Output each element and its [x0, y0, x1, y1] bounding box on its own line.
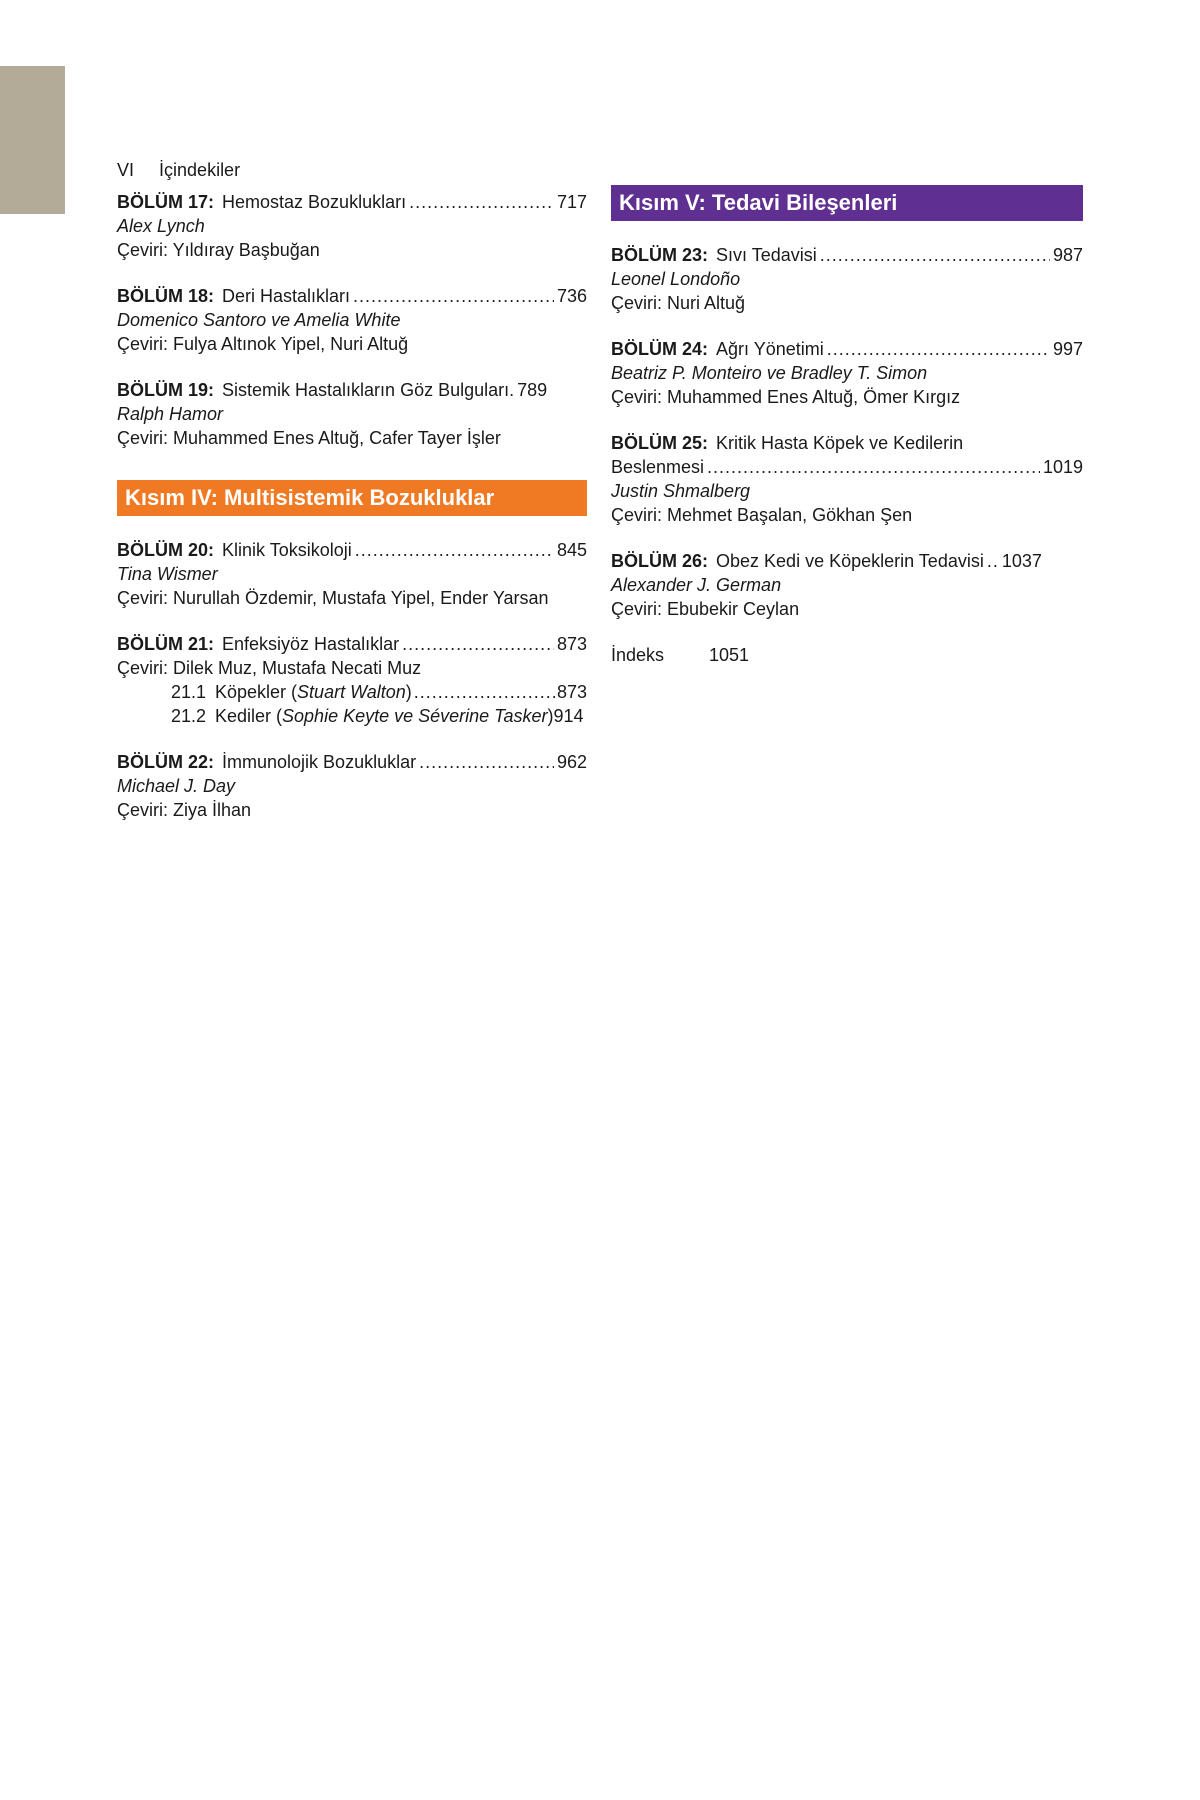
subsection-author: Sophie Keyte ve Séverine Tasker	[282, 706, 548, 726]
chapter-translators: Çeviri: Yıldıray Başbuğan	[117, 240, 320, 260]
dot-leader	[820, 243, 1050, 267]
chapter-number: BÖLÜM 25:	[611, 433, 709, 453]
toc-entry-ch25[interactable]	[611, 431, 1083, 527]
chapter-title-continued: Beslenmesi	[611, 457, 705, 477]
chapter-title: Sistemik Hastalıkların Göz Bulguları.	[222, 380, 515, 400]
chapter-author: Michael J. Day	[117, 776, 236, 796]
chapter-translators: Çeviri: Fulya Altınok Yipel, Nuri Altuğ	[117, 334, 409, 354]
toc-left-column	[117, 190, 587, 844]
toc-title-line-continued	[611, 455, 1083, 479]
chapter-page: 736	[556, 286, 587, 306]
chapter-number: BÖLÜM 23:	[611, 245, 709, 265]
chapter-author: Leonel Londoño	[611, 269, 741, 289]
toc-entry-ch23[interactable]	[611, 243, 1083, 315]
dot-leader	[355, 538, 554, 562]
toc-entry-ch22[interactable]	[117, 750, 587, 822]
subsection-paren: )	[547, 706, 554, 726]
toc-right-column	[611, 185, 1083, 667]
chapter-author: Justin Shmalberg	[611, 481, 751, 501]
chapter-translators: Çeviri: Nurullah Özdemir, Mustafa Yipel, Ender Yarsan	[117, 588, 549, 608]
chapter-number: BÖLÜM 26:	[611, 551, 709, 571]
chapter-author: Tina Wismer	[117, 564, 218, 584]
toc-entry-index[interactable]	[611, 643, 1083, 667]
subsection-author: Stuart Walton	[297, 682, 406, 702]
subsection-21-2[interactable]	[117, 704, 587, 728]
chapter-author: Alexander J. German	[611, 575, 782, 595]
chapter-number: BÖLÜM 17:	[117, 192, 215, 212]
chapter-author: Ralph Hamor	[117, 404, 224, 424]
chapter-translators: Çeviri: Dilek Muz, Mustafa Necati Muz	[117, 658, 422, 678]
toc-entry-ch24[interactable]	[611, 337, 1083, 409]
chapter-author: Domenico Santoro ve Amelia White	[117, 310, 401, 330]
chapter-page: 1019	[1042, 457, 1083, 477]
page-number: VI	[117, 160, 135, 180]
toc-entry-ch26[interactable]	[611, 549, 1083, 621]
toc-title-line	[611, 549, 1083, 573]
chapter-number: BÖLÜM 21:	[117, 634, 215, 654]
index-page: 1051	[709, 645, 750, 665]
chapter-page: 845	[556, 540, 587, 560]
chapter-page: 1037	[1001, 551, 1042, 571]
chapter-page: 962	[556, 752, 587, 772]
chapter-title: Kritik Hasta Köpek ve Kedilerin	[716, 433, 964, 453]
chapter-title: Enfeksiyöz Hastalıklar	[222, 634, 400, 654]
subsection-number: 21.2	[171, 706, 207, 726]
chapter-author: Alex Lynch	[117, 216, 205, 236]
toc-title-line	[611, 431, 1083, 455]
dot-leader	[419, 750, 554, 774]
chapter-page: 717	[556, 192, 587, 212]
dot-leader: ..	[986, 551, 999, 571]
chapter-title: Klinik Toksikoloji	[222, 540, 352, 560]
subsection-paren: )	[405, 682, 412, 702]
subsection-page: 873	[556, 682, 587, 702]
toc-entry-ch18[interactable]	[117, 284, 587, 356]
toc-title-line	[117, 284, 587, 308]
subsection-21-1[interactable]	[117, 680, 587, 704]
chapter-number: BÖLÜM 19:	[117, 380, 215, 400]
dot-leader	[402, 632, 554, 656]
subsection-label: Kediler (	[215, 706, 283, 726]
chapter-author: Beatriz P. Monteiro ve Bradley T. Simon	[611, 363, 928, 383]
toc-title-line	[117, 190, 587, 214]
chapter-page: 789	[517, 380, 548, 400]
chapter-number: BÖLÜM 24:	[611, 339, 709, 359]
chapter-translators: Çeviri: Muhammed Enes Altuğ, Cafer Tayer İşler	[117, 428, 501, 448]
toc-entry-ch20[interactable]	[117, 538, 587, 610]
chapter-title: Deri Hastalıkları	[222, 286, 351, 306]
chapter-title: İmmunolojik Bozukluklar	[222, 752, 417, 772]
side-tab-decoration	[0, 66, 65, 214]
running-header	[117, 158, 240, 182]
part-heading-v: Kısım V: Tedavi Bileşenleri	[611, 185, 1083, 221]
chapter-translators: Çeviri: Muhammed Enes Altuğ, Ömer Kırgız	[611, 387, 961, 407]
chapter-translators: Çeviri: Ziya İlhan	[117, 800, 252, 820]
part-heading-iv: Kısım IV: Multisistemik Bozukluklar	[117, 480, 587, 516]
chapter-translators: Çeviri: Ebubekir Ceylan	[611, 599, 800, 619]
toc-entry-ch17[interactable]	[117, 190, 587, 262]
toc-entry-ch19[interactable]	[117, 378, 587, 450]
toc-title-line	[611, 337, 1083, 361]
dot-leader	[409, 190, 554, 214]
chapter-translators: Çeviri: Nuri Altuğ	[611, 293, 746, 313]
index-label: İndeks	[611, 645, 665, 665]
dot-leader	[414, 680, 555, 704]
chapter-page: 997	[1052, 339, 1083, 359]
toc-title-line	[117, 378, 587, 402]
subsection-number: 21.1	[171, 682, 207, 702]
subsection-page: 914	[553, 706, 584, 726]
chapter-title: Hemostaz Bozuklukları	[222, 192, 407, 212]
subsection-label: Köpekler (	[215, 682, 298, 702]
dot-leader	[707, 455, 1040, 479]
chapter-page: 873	[556, 634, 587, 654]
chapter-number: BÖLÜM 18:	[117, 286, 215, 306]
chapter-number: BÖLÜM 22:	[117, 752, 215, 772]
chapter-number: BÖLÜM 20:	[117, 540, 215, 560]
chapter-title: Obez Kedi ve Köpeklerin Tedavisi	[716, 551, 984, 571]
chapter-page: 987	[1052, 245, 1083, 265]
toc-title-line	[117, 538, 587, 562]
toc-title-line	[117, 632, 587, 656]
dot-leader	[353, 284, 554, 308]
chapter-title: Ağrı Yönetimi	[716, 339, 824, 359]
toc-title-line	[117, 750, 587, 774]
header-title: İçindekiler	[159, 160, 241, 180]
chapter-title: Sıvı Tedavisi	[716, 245, 817, 265]
toc-title-line	[611, 243, 1083, 267]
dot-leader	[827, 337, 1050, 361]
chapter-translators: Çeviri: Mehmet Başalan, Gökhan Şen	[611, 505, 913, 525]
toc-entry-ch21[interactable]	[117, 632, 587, 728]
